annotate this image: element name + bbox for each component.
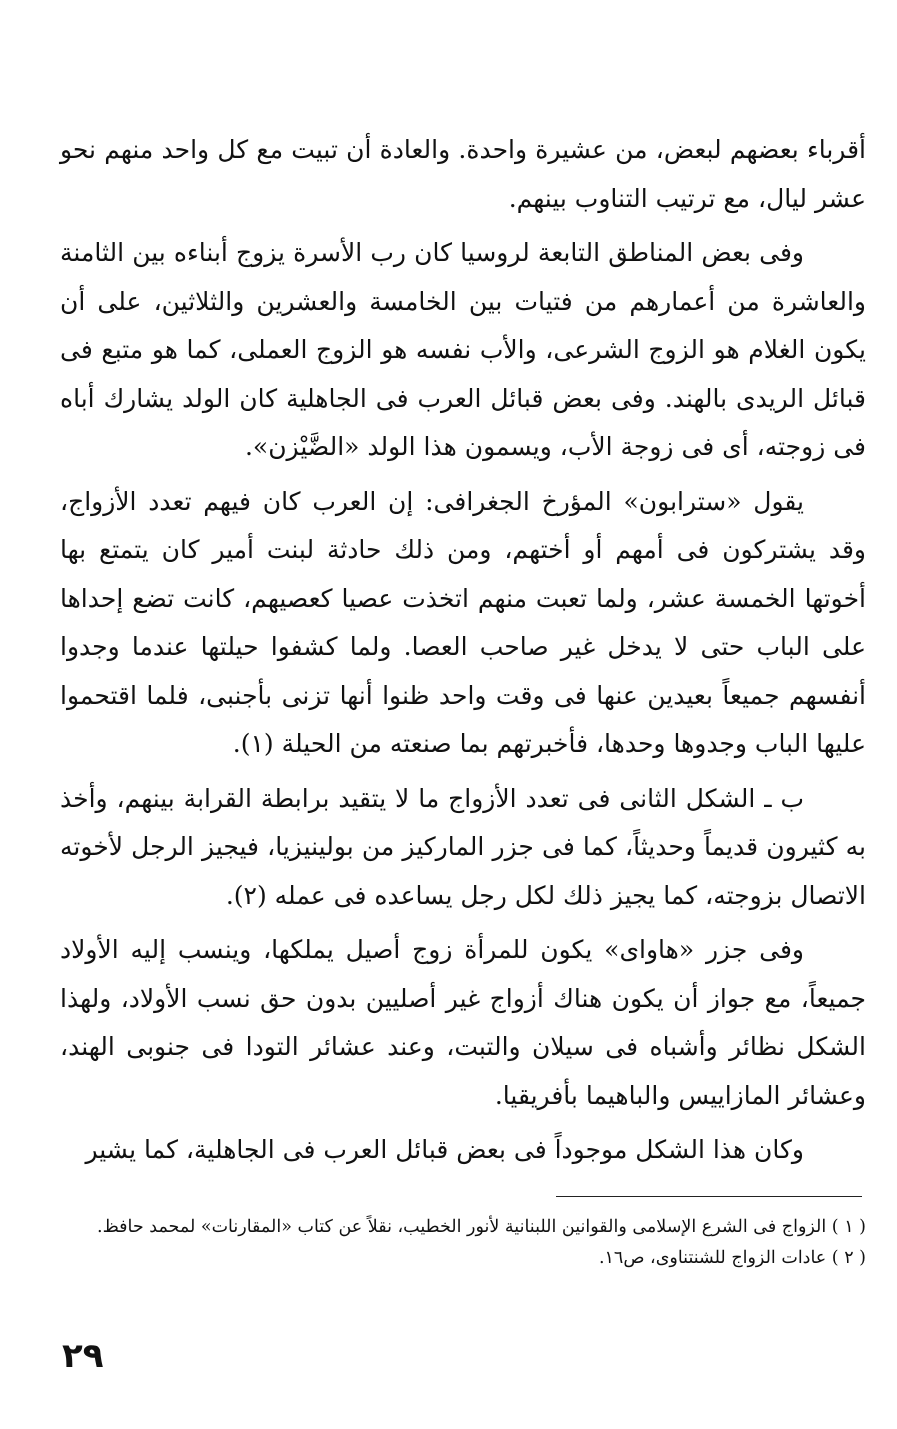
page-number: ٢٩	[62, 1336, 104, 1376]
paragraph: وفى بعض المناطق التابعة لروسيا كان رب الأسرة يزوج أبناءه بين الثامنة والعاشرة من أعمارهم من فتيات بين الخامسة والعشرين والثلاثين، على أن يكون الغلام هو الزوج الشرعى، والأب نفسه هو الزوج العملى، كما هو متبع فى قبائل الريدى بالهند. وفى بعض قبائل العرب فى الجاهلية كان الولد يشارك أباه فى زوجته، أى فى زوجة الأب، ويسمون هذا الولد «الضَّيْزن».	[60, 238, 866, 461]
footnotes	[60, 1212, 866, 1274]
footnote: ( ١ ) الزواج فى الشرع الإسلامى والقوانين اللبنانية لأنور الخطيب، نقلاً عن كتاب «المقارنات» لمحمد حافظ.	[97, 1217, 866, 1237]
paragraph: ب ـ الشكل الثانى فى تعدد الأزواج ما لا يتقيد برابطة القرابة بينهم، وأخذ به كثيرون قديماً وحديثاً، كما فى جزر الماركيز من بولينيزيا، فيجيز الرجل لأخوته الاتصال بزوجته، كما يجيز ذلك لكل رجل يساعده فى عمله (٢).	[60, 783, 866, 910]
body-text	[60, 126, 866, 1181]
paragraph: وكان هذا الشكل موجوداً فى بعض قبائل العرب فى الجاهلية، كما يشير	[85, 1135, 804, 1164]
footnote-divider	[556, 1196, 862, 1197]
paragraph: أقرباء بعضهم لبعض، من عشيرة واحدة. والعادة أن تبيت مع كل واحد منهم نحو عشر ليال، مع ترتيب التناوب بينهم.	[60, 135, 866, 213]
paragraph: يقول «سترابون» المؤرخ الجغرافى: إن العرب كان فيهم تعدد الأزواج، وقد يشتركون فى أمهم أو أختهم، ومن ذلك حادثة لبنت أمير كان يتمتع بها أخوتها الخمسة عشر، ولما تعبت منهم اتخذت عصيا كعصيهم، كانت تضع إحداها على الباب حتى لا يدخل غير صاحب العصا. ولما كشفوا حيلتها عندما وجدوا أنفسهم جميعاً بعيدين عنها فى وقت واحد ظنوا أنها تزنى بأجنبى، فلما اقتحموا عليها الباب وجدوها وحدها، فأخبرتهم بما صنعته من الحيلة (١).	[60, 486, 866, 758]
footnote: ( ٢ ) عادات الزواج للشنتناوى، ص١٦.	[598, 1248, 866, 1268]
paragraph: وفى جزر «هاواى» يكون للمرأة زوج أصيل يملكها، وينسب إليه الأولاد جميعاً، مع جواز أن يكون هناك أزواج غير أصليين بدون حق نسب الأولاد، ولهذا الشكل نظائر وأشباه فى سيلان والتبت، وعند عشائر التودا فى جنوبى الهند، وعشائر المازاييس والباهيما بأفريقيا.	[60, 935, 866, 1110]
